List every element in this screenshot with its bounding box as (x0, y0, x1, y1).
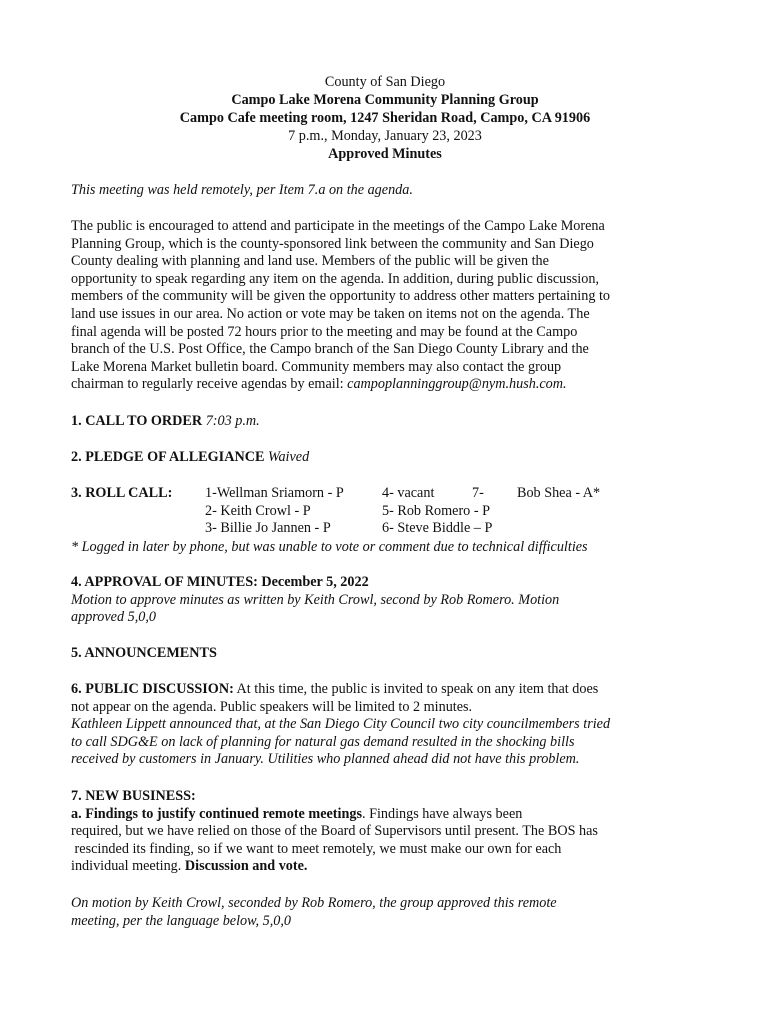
roll-call-member: 3- Billie Jo Jannen - P (205, 520, 331, 537)
roll-call-member: 4- vacant (382, 485, 435, 501)
roll-call-member: 5- Rob Romero - P (382, 502, 490, 519)
paragraph-line: opportunity to speak regarding any item on the agenda. In addition, during public discussion, (71, 270, 599, 287)
group-name: Campo Lake Morena Community Planning Group (231, 92, 539, 108)
findings-text: individual meeting. (71, 858, 185, 875)
call-to-order-time: 7:03 p.m. (205, 413, 260, 429)
discussion-vote-label: Discussion and vote. (184, 858, 308, 875)
public-comment-line: Kathleen Lippett announced that, at the San Diego City Council two city councilmembers tried (71, 716, 611, 733)
public-participation-paragraph (71, 218, 711, 394)
findings-text: rescinded its finding, so if we want to meet remotely, we must make our own for each (71, 840, 562, 857)
roll-call-member: Bob Shea - A* (517, 485, 601, 501)
approval-of-minutes-heading: 4. APPROVAL OF MINUTES: December 5, 2022 (71, 574, 369, 590)
county-name: County of San Diego (324, 74, 446, 90)
pledge-heading: 2. PLEDGE OF ALLEGIANCE (71, 449, 265, 465)
roll-call-member: 6- Steve Biddle – P (382, 520, 493, 537)
paragraph-line: land use issues in our area. No action or vote may be taken on items not on the agenda. The (71, 305, 590, 322)
findings-text: . Findings have always been (361, 805, 523, 822)
remote-meeting-note: This meeting was held remotely, per Item 7.a on the agenda. (71, 182, 413, 198)
approval-of-minutes-item (71, 574, 711, 627)
public-discussion-text: not appear on the agenda. Public speakers will be limited to 2 minutes. (71, 698, 473, 715)
document-type: Approved Minutes (328, 146, 442, 162)
paragraph-line: final agenda will be posted 72 hours prior to the meeting and may be found at the Campo (71, 323, 578, 340)
public-discussion-heading: 6. PUBLIC DISCUSSION: (71, 681, 234, 697)
pledge-item (71, 449, 711, 467)
call-to-order-heading: 1. CALL TO ORDER (71, 413, 203, 429)
roll-call-member: 2- Keith Crowl - P (205, 502, 311, 519)
new-business-item (71, 788, 711, 876)
meeting-datetime: 7 p.m., Monday, January 23, 2023 (288, 128, 482, 144)
contact-email-link[interactable]: campoplanninggroup@nym.hush.com. (347, 376, 567, 393)
approval-motion-line: Motion to approve minutes as written by Keith Crowl, second by Rob Romero. Motion (71, 591, 560, 608)
public-comment-line: to call SDG&E on lack of planning for natural gas demand resulted in the shocking bills (71, 733, 575, 750)
meeting-location: Campo Cafe meeting room, 1247 Sheridan Road, Campo, CA 91906 (179, 110, 591, 126)
new-business-line (71, 806, 711, 824)
paragraph-line (71, 376, 711, 394)
new-business-heading: 7. NEW BUSINESS: (71, 788, 196, 804)
paragraph-line: Lake Morena Market bulletin board. Community members may also contact the group (71, 358, 562, 375)
new-business-line (71, 858, 711, 876)
roll-call-footnote: * Logged in later by phone, but was unable to vote or comment due to technical difficulties (71, 539, 588, 555)
roll-call-member: 1-Wellman Sriamorn - P (205, 485, 344, 501)
remote-meeting-motion (71, 895, 711, 930)
paragraph-line-text: chairman to regularly receive agendas by email: (71, 376, 348, 393)
roll-call-section (71, 485, 711, 539)
document-header (0, 73, 770, 163)
roll-call-seat-number: 7- (472, 485, 484, 501)
paragraph-line: County dealing with planning and land use. Members of the public will be given the (71, 253, 549, 270)
public-discussion-item (71, 681, 711, 769)
paragraph-line: The public is encouraged to attend and participate in the meetings of the Campo Lake Morena (71, 218, 605, 234)
motion-line: meeting, per the language below, 5,0,0 (71, 912, 291, 929)
pledge-status: Waived (267, 449, 310, 465)
public-discussion-text: At this time, the public is invited to speak on any item that does (233, 681, 599, 697)
call-to-order-item (71, 413, 711, 431)
paragraph-line: branch of the U.S. Post Office, the Campo branch of the San Diego County Library and the (71, 341, 589, 358)
paragraph-line: members of the community will be given the opportunity to address other matters pertaining to (71, 288, 611, 305)
roll-call-heading: 3. ROLL CALL: (71, 485, 173, 501)
findings-text: required, but we have relied on those of the Board of Supervisors until present. The BOS has (71, 823, 598, 840)
public-comment-line: received by customers in January. Utilities who planned ahead did not have this problem. (71, 751, 580, 768)
announcements-heading: 5. ANNOUNCEMENTS (71, 645, 217, 661)
findings-subheading: a. Findings to justify continued remote meetings (71, 805, 362, 822)
public-discussion-line (71, 681, 711, 699)
motion-line: On motion by Keith Crowl, seconded by Rob Romero, the group approved this remote (71, 895, 557, 911)
paragraph-line: Planning Group, which is the county-sponsored link between the community and San Diego (71, 235, 594, 252)
approval-motion-line: approved 5,0,0 (71, 609, 156, 626)
